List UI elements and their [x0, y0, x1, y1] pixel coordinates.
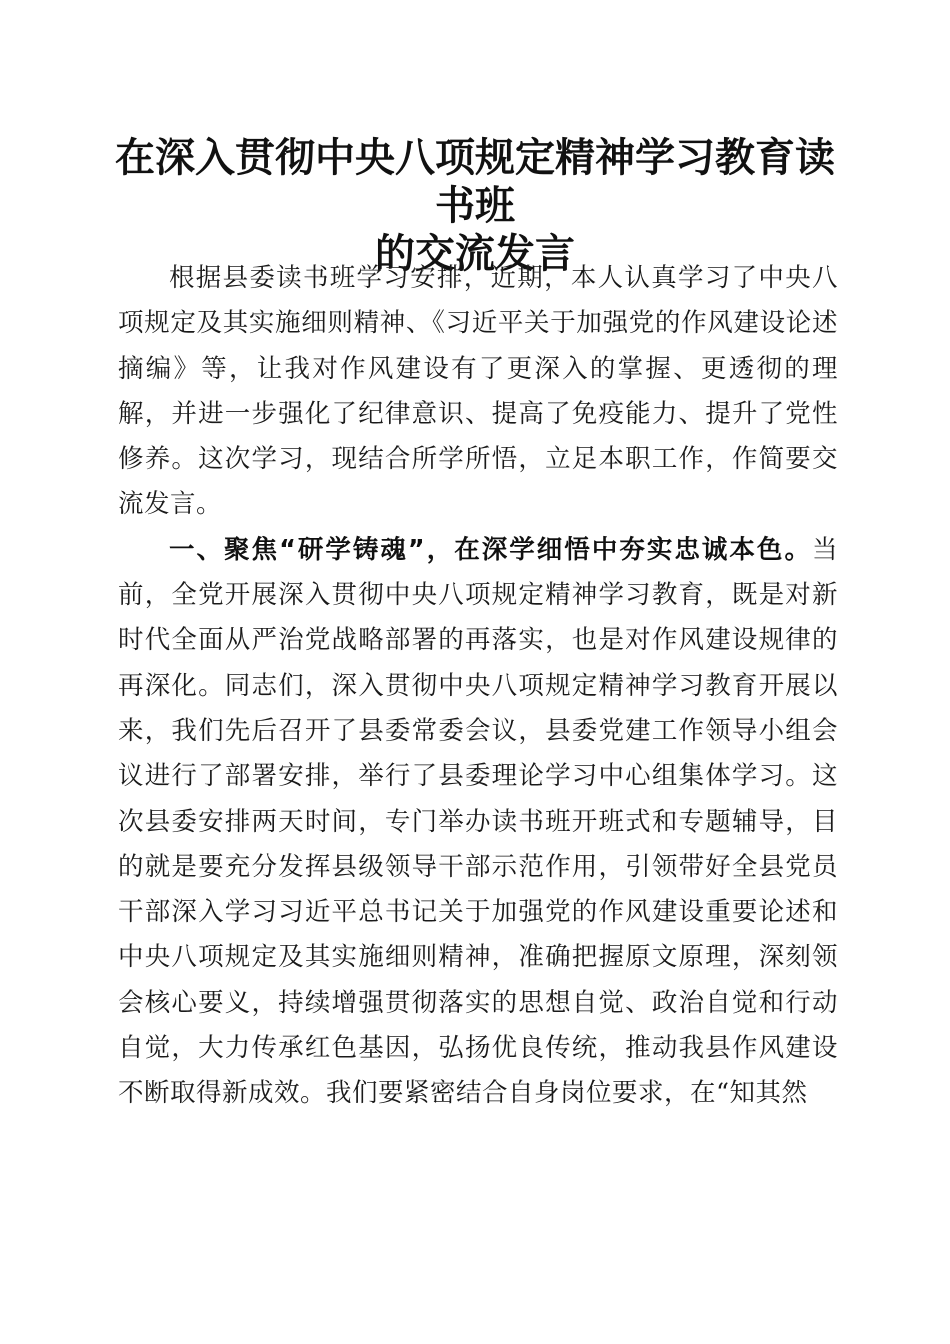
intro-paragraph: 根据县委读书班学习安排，近期，本人认真学习了中央八项规定及其实施细则精神、《习近平关于加强党的作风建设论述摘编》等，让我对作风建设有了更深入的掌握、更透彻的理解，并进一步强化了纪律意识、提高了免疫能力、提升了党性修养。这次学习，现结合所学所悟，立足本职工作，作简要交流发言。: [118, 263, 838, 520]
section-1-heading: 一、聚焦“研学铸魂”，在深学细悟中夯实忠诚本色。: [169, 534, 812, 565]
section-1-paragraph: [118, 528, 838, 1117]
document-body: [118, 256, 838, 1117]
title-line-1: 在深入贯彻中央八项规定精神学习教育读书班: [115, 134, 835, 229]
title-line-2: 的交流发言: [375, 230, 575, 277]
section-1-body: 当前，全党开展深入贯彻中央八项规定精神学习教育，既是对新时代全面从严治党战略部署的再落实，也是对作风建设规律的再深化。同志们，深入贯彻中央八项规定精神学习教育开展以来，我们先后召开了县委常委会议，县委党建工作领导小组会议进行了部署安排，举行了县委理论学习中心组集体学习。这次县委安排两天时间，专门举办读书班开班式和专题辅导，目的就是要充分发挥县级领导干部示范作用，引领带好全县党员干部深入学习习近平总书记关于加强党的作风建设重要论述和中央八项规定及其实施细则精神，准确把握原文原理，深刻领会核心要义，持续增强贯彻落实的思想自觉、政治自觉和行动自觉，大力传承红色基因，弘扬优良传统，推动我县作风建设不断取得新成效。我们要紧密结合自身岗位要求，在“知其然: [118, 534, 838, 1109]
